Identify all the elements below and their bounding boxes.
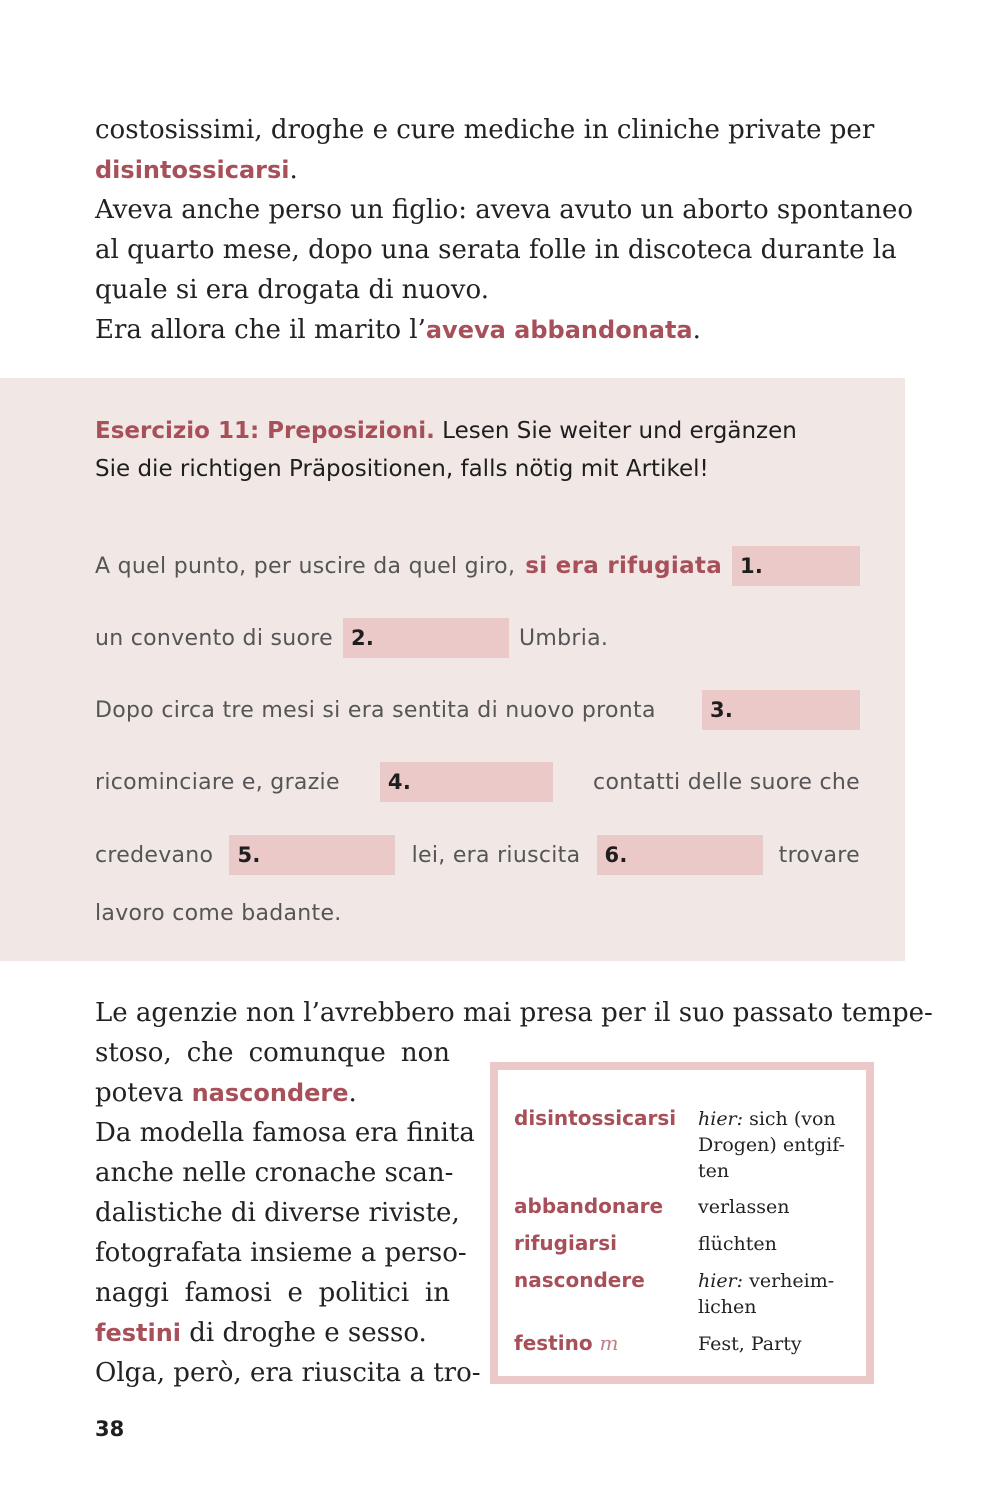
page-number: 38 — [95, 1417, 125, 1441]
story-line: fotografata insieme a perso- — [95, 1238, 467, 1268]
exercise-line: A quel punto, per uscire da quel giro, si era rifugiata 1. — [95, 545, 860, 587]
intro-line: disintossicarsi. — [95, 155, 298, 185]
glossary-definition: hier: sich (von Drogen) entgif- ten — [698, 1108, 845, 1182]
glossary-definition: verlassen — [698, 1196, 790, 1218]
glossary-term: rifugiarsi — [514, 1231, 617, 1255]
gender-marker: m — [599, 1331, 619, 1355]
glossary-definition: Fest, Party — [698, 1333, 802, 1355]
exercise-line: credevano 5. lei, era riuscita 6. trovare — [95, 834, 860, 876]
story-line: poteva nascondere. — [95, 1078, 357, 1108]
vocab-keyword: aveva abbandonata — [425, 316, 693, 344]
intro-line: quale si era drogata di nuovo. — [95, 275, 489, 305]
intro-line: Aveva anche perso un figlio: aveva avuto un aborto spontaneo — [95, 195, 914, 225]
exercise-instruction: Lesen Sie weiter und ergänzen — [442, 418, 797, 444]
answer-blank-2[interactable]: 2. — [343, 618, 509, 658]
intro-line: costosissimi, droghe e cure mediche in cliniche private per — [95, 115, 875, 145]
story-line: festini di droghe e sesso. — [95, 1318, 427, 1348]
glossary-term: festino m — [514, 1331, 619, 1355]
glossary-term: disintossicarsi — [514, 1106, 677, 1130]
intro-paragraph — [95, 110, 914, 350]
story-line: naggi famosi e politici in — [95, 1278, 450, 1308]
glossary-term: nascondere — [514, 1268, 645, 1292]
vocab-keyword: disintossicarsi — [95, 156, 290, 184]
answer-blank-5[interactable]: 5. — [229, 835, 395, 875]
story-line: dalistiche di diverse riviste, — [95, 1198, 460, 1228]
glossary-definition: flüchten — [698, 1233, 777, 1255]
exercise-title — [95, 412, 885, 488]
answer-blank-3[interactable]: 3. — [702, 690, 860, 730]
exercise-line: un convento di suore 2. Umbria. — [95, 617, 860, 659]
glossary-box — [490, 1062, 874, 1384]
exercise-instruction: Sie die richtigen Präpositionen, falls nötig mit Artikel! — [95, 456, 709, 482]
glossary-term: abbandonare — [514, 1194, 664, 1218]
vocab-keyword: si era rifugiata — [525, 553, 723, 579]
story-line: stoso, che comunque non — [95, 1038, 450, 1068]
vocab-keyword: festini — [95, 1319, 182, 1347]
answer-blank-4[interactable]: 4. — [380, 762, 553, 802]
answer-blank-6[interactable]: 6. — [597, 835, 763, 875]
story-line: Da modella famosa era finita — [95, 1118, 475, 1148]
intro-line: al quarto mese, dopo una serata folle in discoteca durante la — [95, 235, 897, 265]
exercise-line: lavoro come badante. — [95, 900, 342, 926]
story-line: Le agenzie non l’avrebbero mai presa per il suo passato tempe- — [95, 998, 933, 1028]
exercise-line: ricominciare e, grazie 4. contatti delle suore che — [95, 761, 860, 803]
exercise-heading: Esercizio 11: Preposizioni. — [95, 418, 435, 444]
glossary-definition: hier: verheim- lichen — [698, 1270, 835, 1318]
intro-line: Era allora che il marito l’aveva abbandonata. — [95, 315, 701, 345]
vocab-keyword: nascondere — [191, 1079, 349, 1107]
answer-blank-1[interactable]: 1. — [732, 546, 860, 586]
exercise-line: Dopo circa tre mesi si era sentita di nuovo pronta 3. — [95, 689, 860, 731]
story-line: Olga, però, era riuscita a tro- — [95, 1358, 481, 1388]
story-line: anche nelle cronache scan- — [95, 1158, 454, 1188]
